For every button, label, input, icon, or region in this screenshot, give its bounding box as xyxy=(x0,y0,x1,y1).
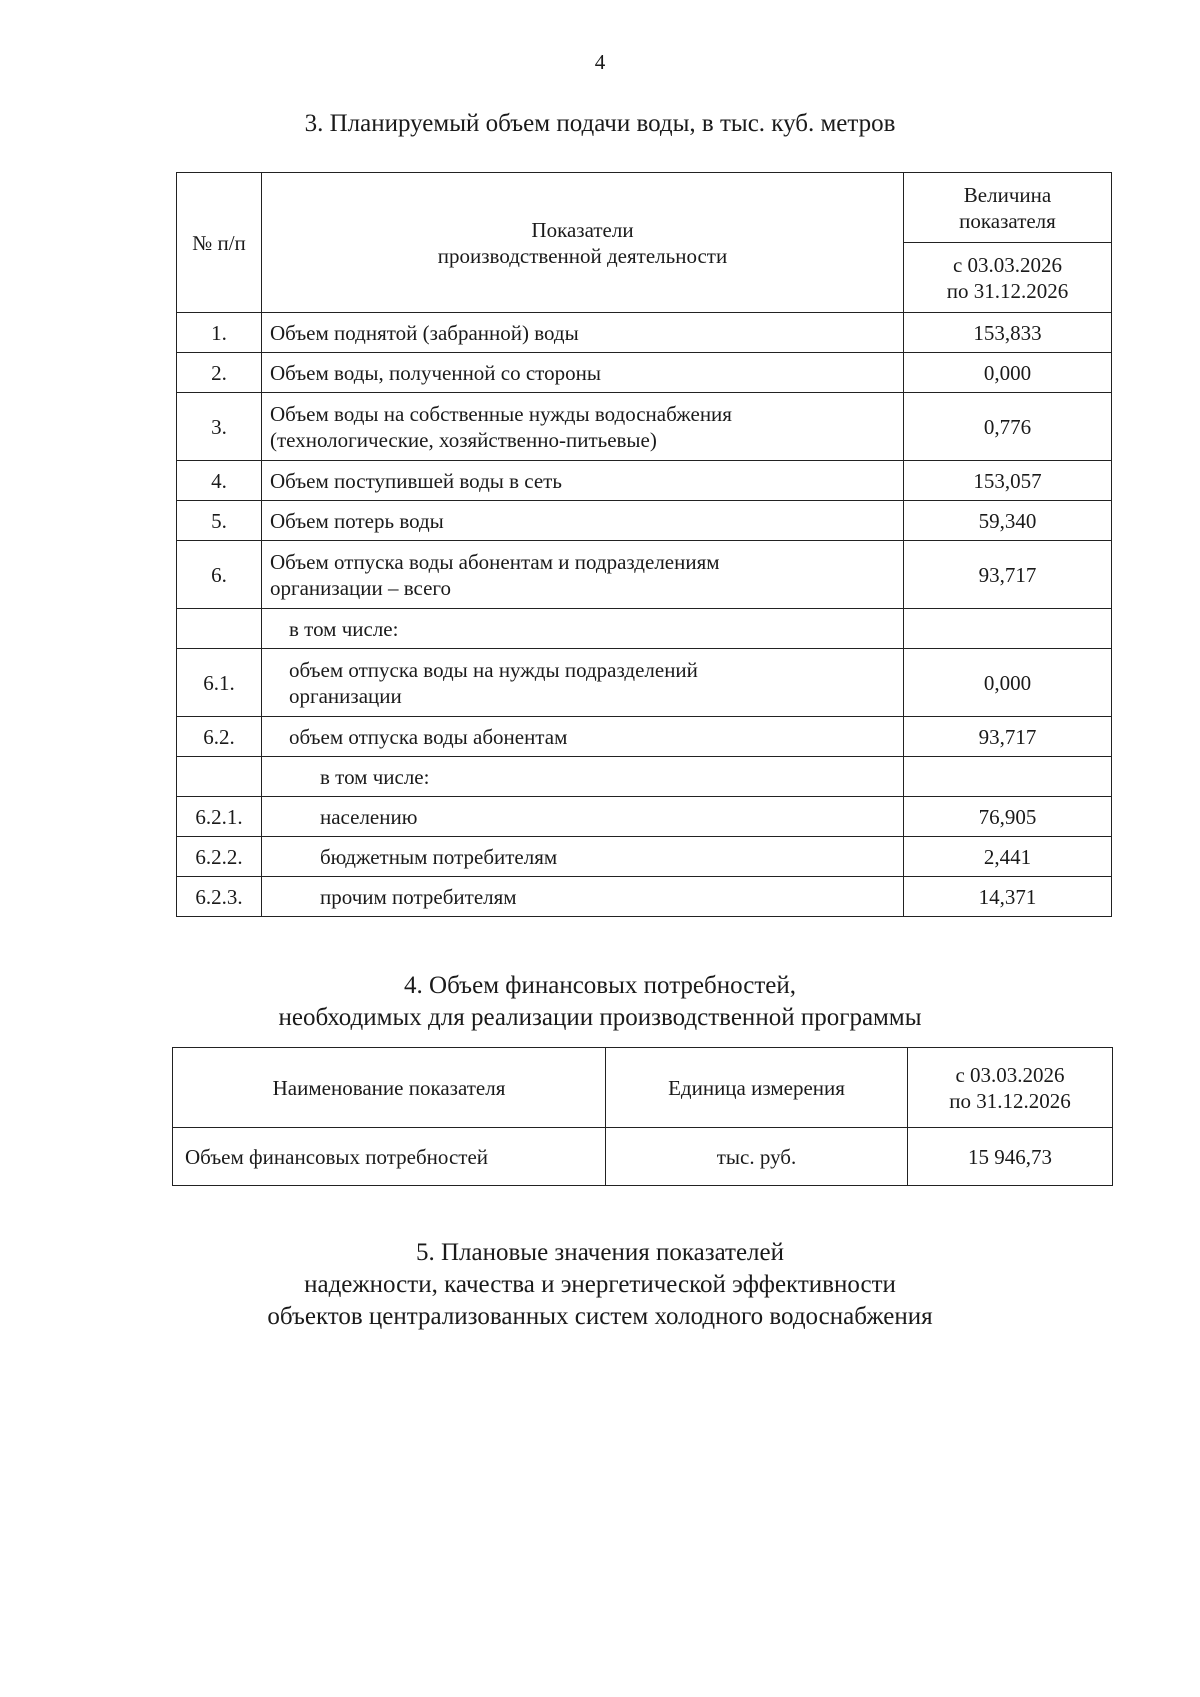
section5-title-line1: 5. Плановые значения показателей xyxy=(415,1239,785,1266)
section5-title-line2: надежности, качества и энергетической эффективности xyxy=(304,1271,896,1298)
row-value: 76,905 xyxy=(904,797,1112,837)
fin-header-period-line2: по 31.12.2026 xyxy=(949,1088,1071,1113)
table-row xyxy=(177,837,1112,877)
row-indicator xyxy=(262,501,904,541)
row-value: 153,833 xyxy=(904,313,1112,353)
table-row xyxy=(177,501,1112,541)
row-indicator-line: организации – всего xyxy=(270,575,452,600)
fin-header-name: Наименование показателя xyxy=(173,1048,606,1128)
row-value: 0,000 xyxy=(904,353,1112,393)
row-indicator-line: Объем воды, полученной со стороны xyxy=(270,360,601,385)
table-row xyxy=(177,393,1112,461)
row-indicator xyxy=(262,717,904,757)
row-indicator xyxy=(262,541,904,609)
header-period-line1: с 03.03.2026 xyxy=(952,252,1063,277)
financial-needs-table xyxy=(172,1047,1113,1186)
row-number: 6.1. xyxy=(177,649,262,717)
row-value xyxy=(904,757,1112,797)
row-value: 153,057 xyxy=(904,461,1112,501)
row-number: 6. xyxy=(177,541,262,609)
row-value: 0,776 xyxy=(904,393,1112,461)
table-row xyxy=(177,313,1112,353)
water-supply-table xyxy=(176,172,1112,917)
section5-title xyxy=(150,1237,1050,1333)
row-value: 0,000 xyxy=(904,649,1112,717)
row-number: 2. xyxy=(177,353,262,393)
row-value: 14,371 xyxy=(904,877,1112,917)
row-indicator xyxy=(262,461,904,501)
row-indicator-line: в том числе: xyxy=(320,764,430,789)
row-indicator-line: прочим потребителям xyxy=(320,884,517,909)
header-value-line2: показателя xyxy=(959,208,1056,233)
header-period-line2: по 31.12.2026 xyxy=(946,278,1069,303)
row-number: 6.2. xyxy=(177,717,262,757)
row-indicator xyxy=(262,837,904,877)
table-row xyxy=(177,717,1112,757)
section3-title xyxy=(150,108,1050,140)
row-number: 6.2.2. xyxy=(177,837,262,877)
fin-row-value: 15 946,73 xyxy=(908,1128,1113,1186)
row-value xyxy=(904,609,1112,649)
row-indicator-line: населению xyxy=(320,804,418,829)
row-number: 3. xyxy=(177,393,262,461)
row-indicator xyxy=(262,877,904,917)
row-indicator-line: в том числе: xyxy=(289,616,399,641)
row-indicator xyxy=(262,649,904,717)
row-number xyxy=(177,609,262,649)
row-indicator-line: Объем потерь воды xyxy=(270,508,444,533)
page-number: 4 xyxy=(594,50,606,74)
table-row xyxy=(177,797,1112,837)
row-value: 59,340 xyxy=(904,501,1112,541)
section5-title-line3: объектов централизованных систем холодного водоснабжения xyxy=(267,1303,933,1330)
row-number: 1. xyxy=(177,313,262,353)
header-num: № п/п xyxy=(177,173,262,313)
row-number: 6.2.1. xyxy=(177,797,262,837)
table-row xyxy=(177,877,1112,917)
section4-title-line2: необходимых для реализации производственной программы xyxy=(278,1004,922,1031)
header-indicator-line1: Показатели xyxy=(531,217,634,242)
section4-title xyxy=(150,970,1050,1034)
row-indicator-line: Объем воды на собственные нужды водоснабжения xyxy=(270,401,732,426)
row-number: 4. xyxy=(177,461,262,501)
row-value: 93,717 xyxy=(904,541,1112,609)
header-period xyxy=(904,243,1112,313)
fin-header-period xyxy=(908,1048,1113,1128)
row-number xyxy=(177,757,262,797)
row-indicator-line: Объем поднятой (забранной) воды xyxy=(270,320,579,345)
section3-title-text: 3. Планируемый объем подачи воды, в тыс. куб. метров xyxy=(304,110,896,137)
row-indicator xyxy=(262,609,904,649)
fin-header-period-line1: с 03.03.2026 xyxy=(955,1062,1065,1087)
row-indicator xyxy=(262,353,904,393)
table-row xyxy=(177,461,1112,501)
row-value: 93,717 xyxy=(904,717,1112,757)
row-indicator-line: Объем отпуска воды абонентам и подразделениям xyxy=(270,549,720,574)
row-indicator-line: объем отпуска воды абонентам xyxy=(289,724,568,749)
row-indicator-line: (технологические, хозяйственно-питьевые) xyxy=(270,427,657,452)
table-row xyxy=(177,353,1112,393)
table-row xyxy=(177,609,1112,649)
fin-row-unit: тыс. руб. xyxy=(606,1128,908,1186)
row-indicator-line: объем отпуска воды на нужды подразделений xyxy=(289,657,698,682)
row-value: 2,441 xyxy=(904,837,1112,877)
header-value xyxy=(904,173,1112,243)
table-row xyxy=(177,541,1112,609)
row-indicator xyxy=(262,757,904,797)
section4-title-line1: 4. Объем финансовых потребностей, xyxy=(404,972,796,999)
row-indicator xyxy=(262,313,904,353)
row-indicator-line: бюджетным потребителям xyxy=(320,844,558,869)
fin-row-name: Объем финансовых потребностей xyxy=(173,1128,606,1186)
header-indicator-line2: производственной деятельности xyxy=(437,243,728,268)
row-indicator xyxy=(262,797,904,837)
row-number: 5. xyxy=(177,501,262,541)
header-value-line1: Величина xyxy=(963,182,1052,207)
row-indicator xyxy=(262,393,904,461)
header-indicator xyxy=(262,173,904,313)
table-row xyxy=(177,757,1112,797)
row-number: 6.2.3. xyxy=(177,877,262,917)
row-indicator-line: организации xyxy=(289,683,402,708)
table-row xyxy=(177,649,1112,717)
row-indicator-line: Объем поступившей воды в сеть xyxy=(270,468,562,493)
fin-header-unit: Единица измерения xyxy=(606,1048,908,1128)
